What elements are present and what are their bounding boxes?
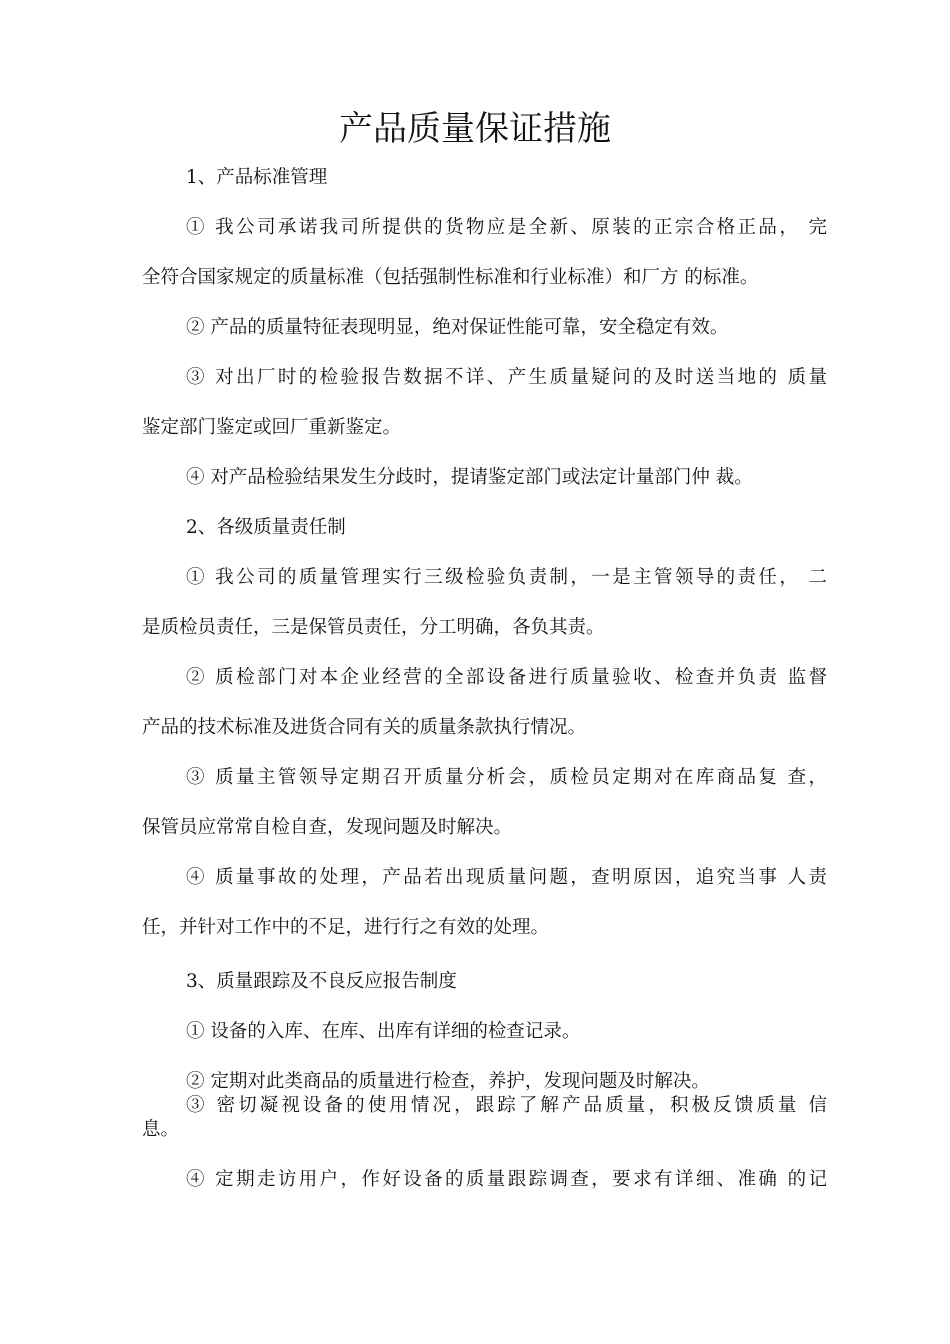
paragraph-line: ③ 密切凝视设备的使用情况，跟踪了解产品质量，积极反馈质量 信 (186, 1095, 827, 1116)
paragraph-line: ③ 对出厂时的检验报告数据不详、产生质量疑问的及时送当地的 质量 (186, 367, 827, 388)
paragraph-line: ② 质检部门对本企业经营的全部设备进行质量验收、检查并负责 监督 (186, 667, 827, 688)
paragraph-line: ① 设备的入库、在库、出库有详细的检查记录。 (186, 1021, 581, 1042)
paragraph-line: ② 产品的质量特征表现明显，绝对保证性能可靠，安全稳定有效。 (186, 317, 729, 338)
paragraph-line: ④ 对产品检验结果发生分歧时，提请鉴定部门或法定计量部门仲 裁。 (186, 467, 753, 488)
paragraph-line: ③ 质量主管领导定期召开质量分析会，质检员定期对在库商品复 查， (186, 767, 827, 788)
paragraph-line: 任，并针对工作中的不足，进行行之有效的处理。 (142, 917, 550, 938)
paragraph-line: ④ 定期走访用户，作好设备的质量跟踪调查，要求有详细、准确 的记 (186, 1169, 827, 1190)
paragraph-line: 息。 (142, 1119, 180, 1140)
paragraph-line: 是质检员责任，三是保管员责任，分工明确，各负其责。 (142, 617, 605, 638)
paragraph-line: 产品的技术标准及进货合同有关的质量条款执行情况。 (142, 717, 587, 738)
paragraph-line: 保管员应常常自检自查，发现问题及时解决。 (142, 817, 513, 838)
paragraph-line: ② 定期对此类商品的质量进行检查，养护，发现问题及时解决。 (186, 1071, 710, 1092)
section-heading-1: 1、产品标准管理 (186, 167, 328, 188)
page-title: 产品质量保证措施 (339, 109, 611, 149)
paragraph-line: ④ 质量事故的处理，产品若出现质量问题，查明原因，追究当事 人责 (186, 867, 827, 888)
section-heading-2: 2、各级质量责任制 (186, 517, 346, 538)
paragraph-line: 鉴定部门鉴定或回厂重新鉴定。 (142, 417, 402, 438)
paragraph-line: 全符合国家规定的质量标准（包括强制性标准和行业标准）和厂方 的标准。 (142, 267, 759, 288)
paragraph-line: ① 我公司承诺我司所提供的货物应是全新、原装的正宗合格正品， 完 (186, 217, 827, 238)
section-heading-3: 3、质量跟踪及不良反应报告制度 (186, 971, 457, 992)
paragraph-line: ① 我公司的质量管理实行三级检验负责制，一是主管领导的责任， 二 (186, 567, 827, 588)
